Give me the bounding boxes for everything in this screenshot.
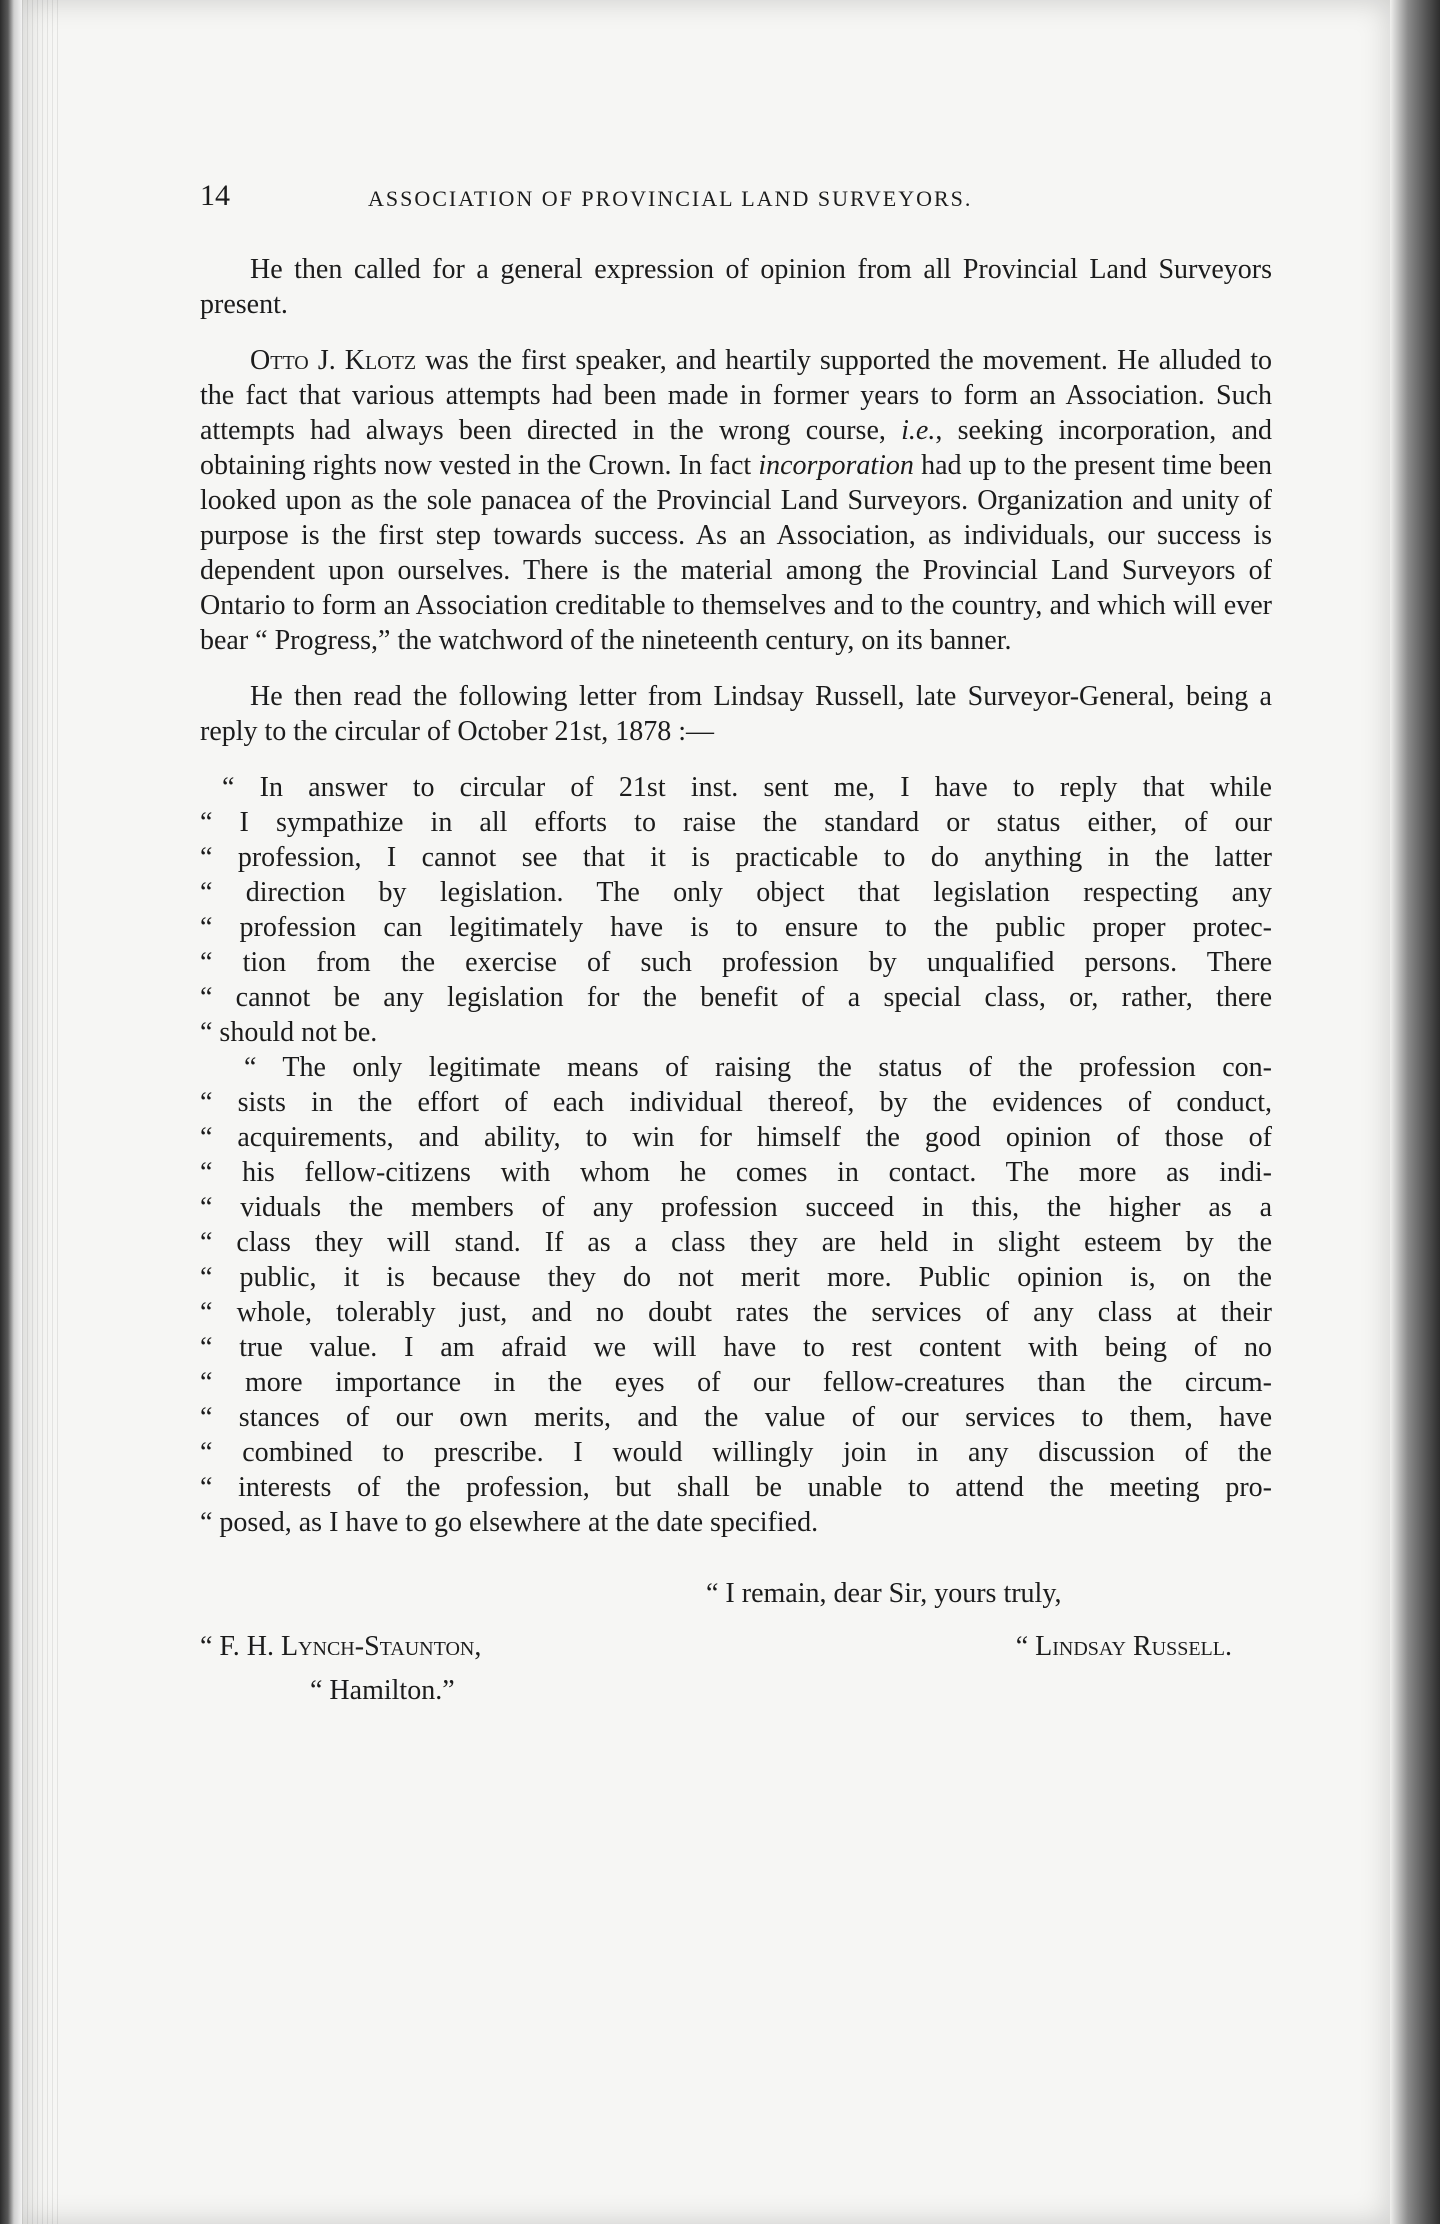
letter-line: “ I sympathize in all efforts to raise the standard or status either, of our [200, 807, 1272, 838]
letter-line: “ combined to prescribe. I would willingly join in any discussion of the [200, 1437, 1272, 1468]
paragraph-opinion-call: He then called for a general expression of opinion from all Provincial Land Surveyors present. [200, 254, 1272, 320]
letter-line: “ interests of the profession, but shall be unable to attend the meeting pro- [200, 1472, 1272, 1503]
paragraph-letter-intro: He then read the following letter from Lindsay Russell, late Surveyor-General, being a reply to the circular of October 21st, 1878 :— [200, 681, 1272, 747]
letter-line: “ class they will stand. If as a class they are held in slight esteem by the [200, 1227, 1272, 1258]
page-number: 14 [200, 179, 230, 212]
letter-line: “ true value. I am afraid we will have to rest content with being of no [200, 1332, 1272, 1363]
recipient-place: “ Hamilton.” [310, 1675, 455, 1706]
signature-block [200, 1629, 1272, 1739]
letter-line: “ public, it is because they do not merit more. Public opinion is, on the [200, 1262, 1272, 1293]
letter-line: “ more importance in the eyes of our fellow-creatures than the circum- [200, 1367, 1272, 1398]
speech-text-c: had up to the present time been looked upon as the sole panacea of the Provincial Land Surveyors. Organization and unity of purpose is the first step towards success. As an Association, as individuals, our success is dependent upon ourselves. There is the material among the Provincial Land Surveyors of Ontario to form an Association creditable to themselves and to the country, and which will ever bear “ Progress,” the watchword of the nineteenth century, on its banner. [200, 450, 1272, 656]
signer-name: “ Lindsay Russell. [1015, 1631, 1232, 1662]
letter-line: “ profession can legitimately have is to ensure to the public proper protec- [200, 912, 1272, 943]
letter-line: “ acquirements, and ability, to win for himself the good opinion of those of [200, 1122, 1272, 1153]
page-content [200, 178, 1272, 1739]
letter-line: “ In answer to circular of 21st inst. sent me, I have to reply that while [222, 772, 1272, 803]
speaker-name: Otto J. Klotz [250, 345, 417, 376]
letter-line: “ cannot be any legislation for the benefit of a special class, or, rather, there [200, 982, 1272, 1013]
letter-closing: “ I remain, dear Sir, yours truly, [706, 1578, 1062, 1609]
letter-line: “ stances of our own merits, and the value of our services to them, have [200, 1402, 1272, 1433]
page-edge [22, 0, 62, 2224]
ie-abbreviation: i.e. [901, 415, 936, 446]
letter-line: “ The only legitimate means of raising the status of the profession con- [244, 1052, 1272, 1083]
running-head [200, 178, 1272, 220]
letter-line: “ whole, tolerably just, and no doubt rates the services of any class at their [200, 1297, 1272, 1328]
binding-shadow [1390, 0, 1440, 2224]
letter-line: “ should not be. [200, 1017, 378, 1048]
letter-line: “ viduals the members of any profession succeed in this, the higher as a [200, 1192, 1272, 1223]
incorporation-term: incorporation [758, 450, 914, 481]
speech-text-b: , seeking incorporation, and obtaining rights now vested in the Crown. In fact [200, 415, 1272, 481]
letter-line: “ direction by legislation. The only object that legislation respecting any [200, 877, 1272, 908]
letter-line: “ his fellow-citizens with whom he comes in contact. The more as indi- [200, 1157, 1272, 1188]
quoted-letter [200, 770, 1272, 1540]
recipient-name: “ F. H. Lynch-Staunton, [200, 1631, 482, 1662]
letter-line: “ tion from the exercise of such profession by unqualified persons. There [200, 947, 1272, 978]
speech-text-a: was the first speaker, and heartily supported the movement. He alluded to the fact that various attempts had been made in former years to form an Association. Such attempts had always been directed in the wrong course, [200, 345, 1272, 446]
letter-line: “ posed, as I have to go elsewhere at the date specified. [200, 1507, 819, 1538]
running-title: ASSOCIATION OF PROVINCIAL LAND SURVEYORS. [368, 186, 973, 211]
letter-line: “ sists in the effort of each individual thereof, by the evidences of conduct, [200, 1087, 1272, 1118]
paragraph-klotz-speech [200, 343, 1272, 658]
letter-paragraph-2 [200, 1050, 1272, 1540]
letter-paragraph-1 [200, 770, 1272, 1050]
letter-line: “ profession, I cannot see that it is practicable to do anything in the latter [200, 842, 1272, 873]
